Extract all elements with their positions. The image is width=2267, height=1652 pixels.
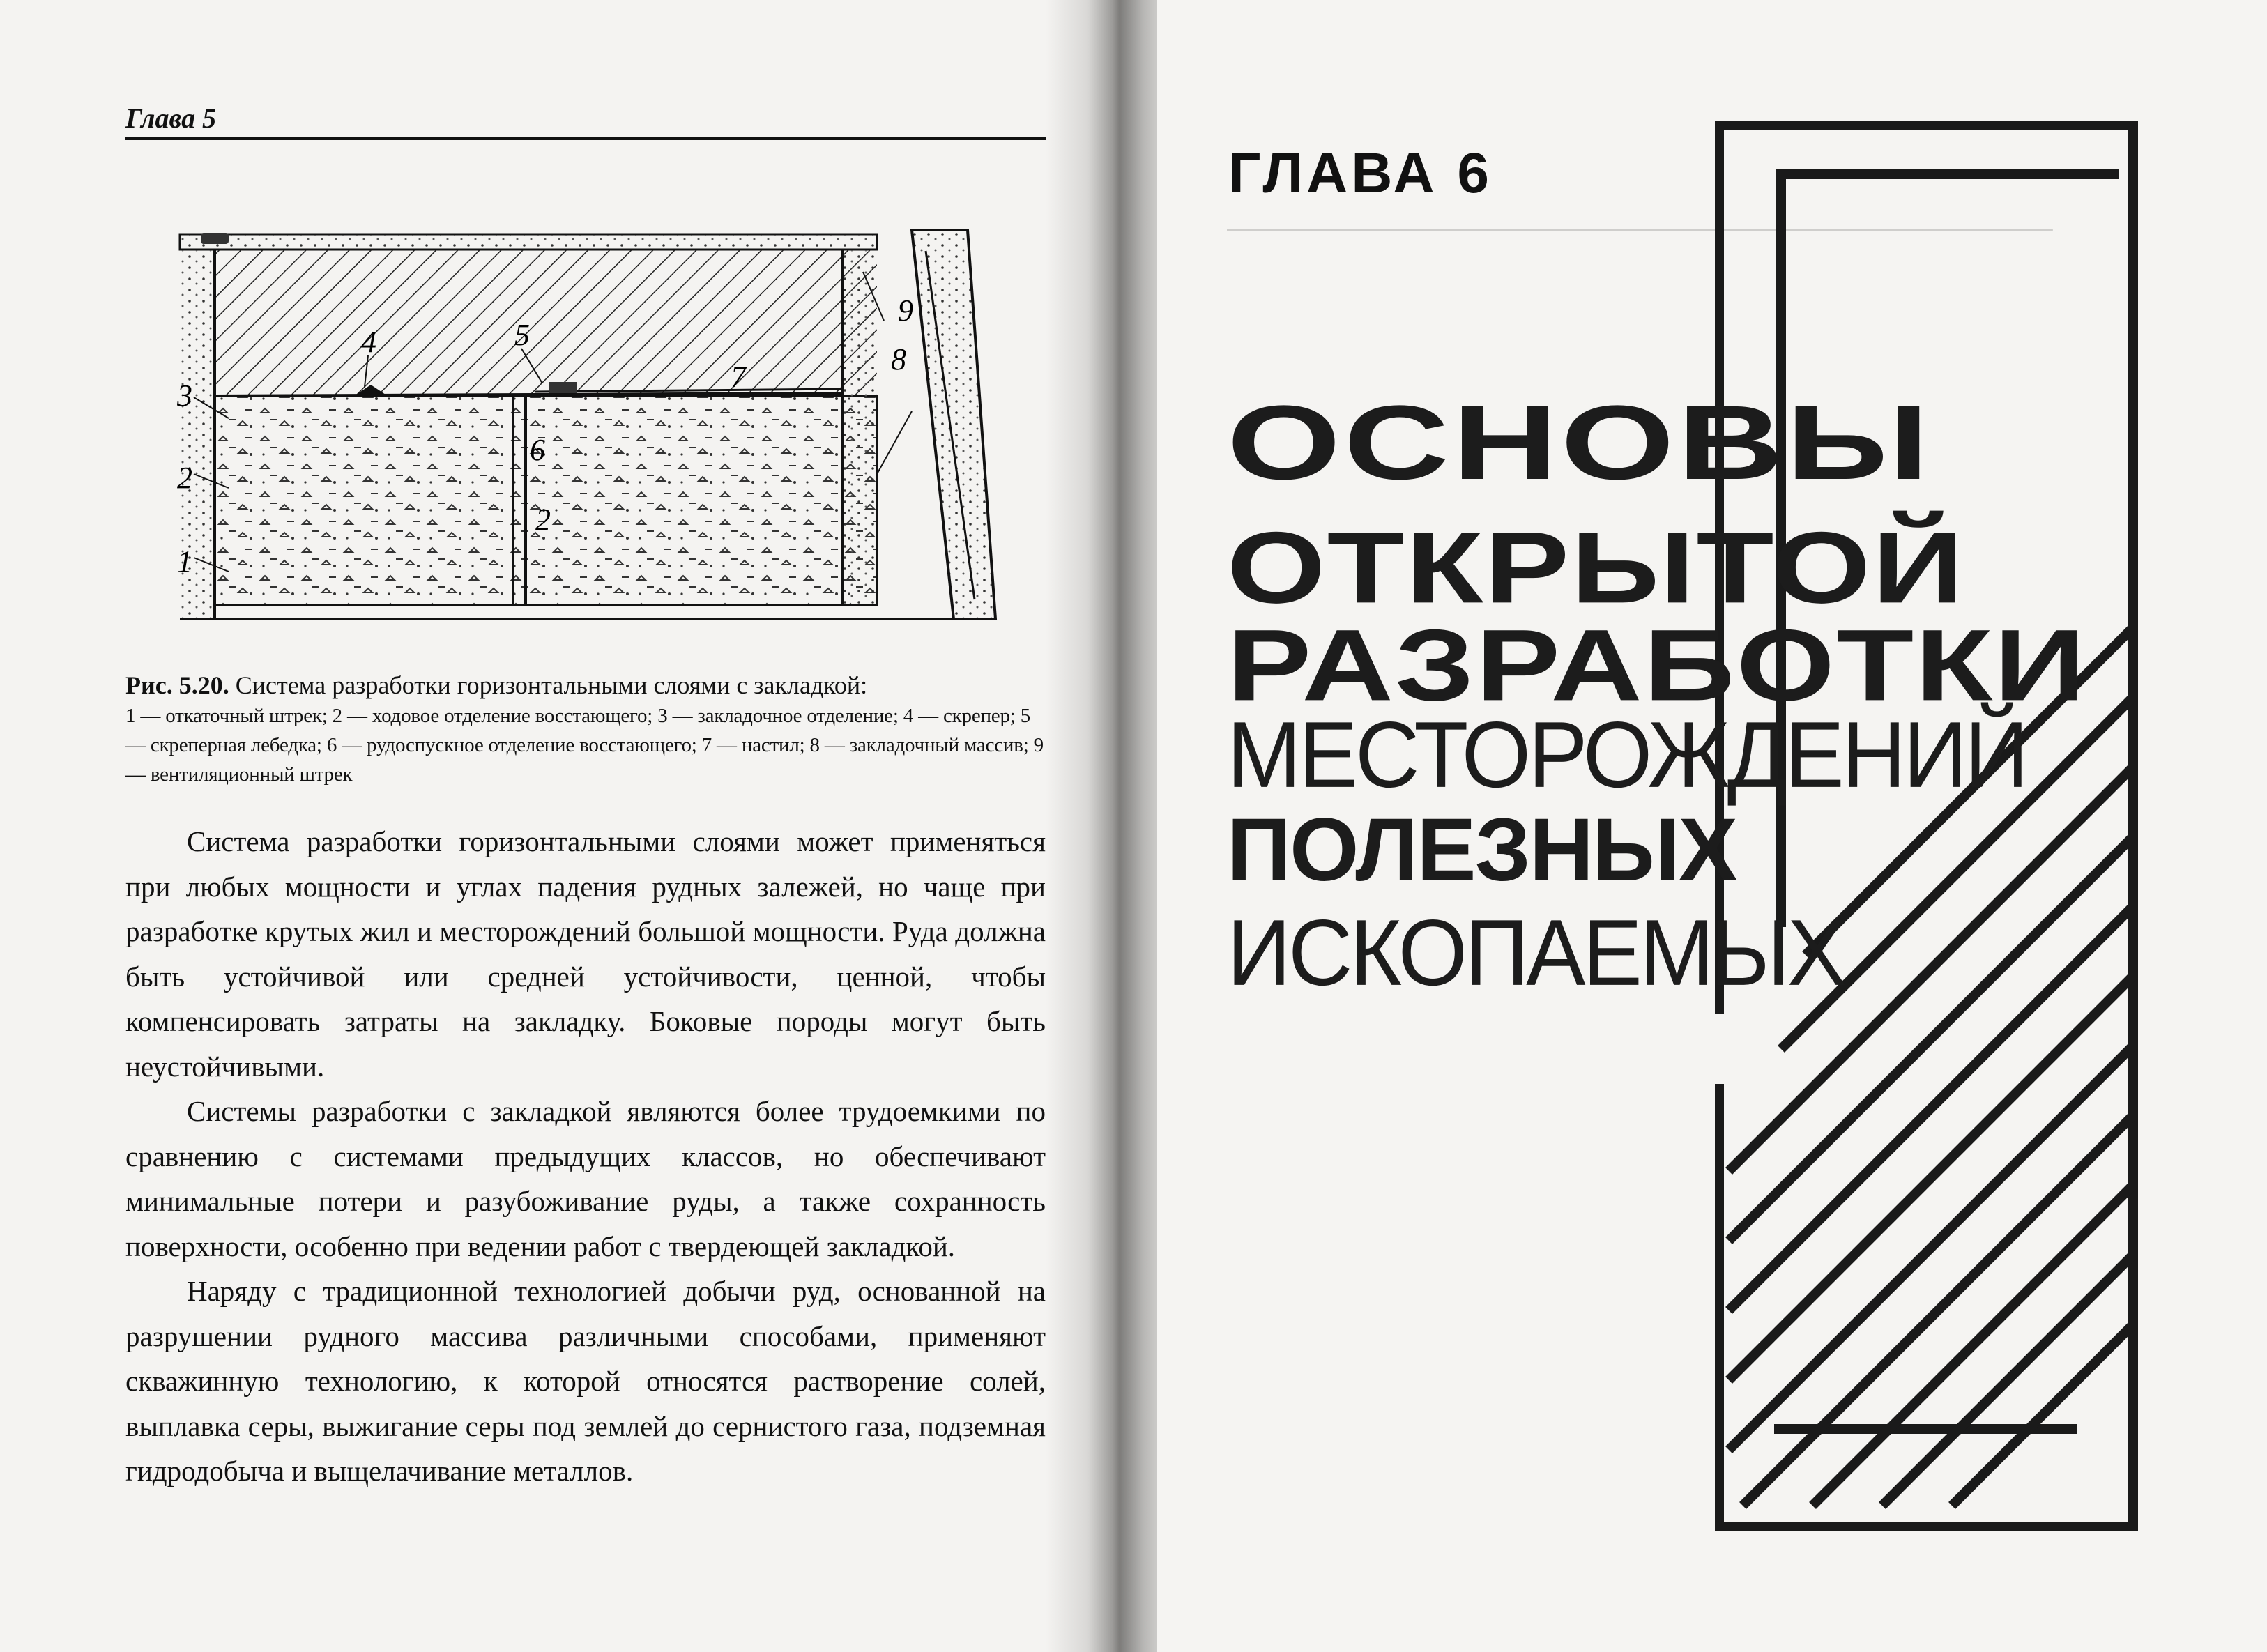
body-text [125, 819, 1046, 1494]
figure-label-1: 1 [177, 544, 192, 579]
caption-number: Рис. 5.20. [125, 671, 229, 699]
figure-label-9: 9 [898, 293, 913, 328]
figure-label-7: 7 [731, 360, 746, 394]
title-line-1: ОСНОВЫ [1227, 383, 1932, 502]
header-rule [125, 137, 1046, 140]
title-line-2: ОТКРЫТОЙ [1227, 510, 1965, 625]
running-head: Глава 5 [125, 102, 217, 134]
figure-caption [125, 671, 1046, 789]
mining-system-figure [173, 209, 1023, 683]
figure-label-2b: 2 [535, 503, 551, 537]
figure-label-8: 8 [891, 342, 906, 376]
figure-label-2: 2 [177, 461, 192, 495]
figure-label-6: 6 [530, 433, 545, 467]
figure-label-3: 3 [177, 378, 192, 413]
paragraph: Наряду с традиционной технологией добычи руд, основанной на разрушении рудного массива различными способами, применяют скважинную технологию, к которой относятся растворение солей, выплавка серы, выжигание серы под землей до сернистого газа, подземная гидродобыча и выщелачивание металлов. [125, 1275, 1046, 1487]
bleed-through-right: ────────────────────────────────────── [1227, 212, 2053, 246]
caption-legend: 1 — откаточный штрек; 2 — ходовое отделение восстающего; 3 — закладочное отделение; 4 — скрепер; 5 — скреперная лебедка; 6 — рудоспускное отделение восстающего; 7 — настил; 8 — закладочный массив; 9 — вентиляционный штрек [125, 705, 1044, 786]
title-line-6: ИСКОПАЕМЫХ [1227, 901, 1845, 1006]
paragraph: Система разработки горизонтальными слоями может применяться при любых мощности и углах падения рудных залежей, но чаще при разработке крутых жил и месторождений большой мощности. Руда должна быть устойчивой или средней устойчивости, ценной, чтобы компенсировать затраты на закладку. Боковые породы могут быть неустойчивыми. [125, 825, 1046, 1083]
figure-label-5: 5 [514, 318, 530, 352]
paragraph: Системы разработки с закладкой являются более трудоемкими по сравнению с системами предыдущих классов, но обеспечивают минимальные потери и разубоживание руды, а также сохранность поверхности, особенно при ведении работ с твердеющей закладкой. [125, 1095, 1046, 1262]
chapter-label: ГЛАВА 6 [1228, 142, 1493, 205]
title-line-4: МЕСТОРОЖДЕНИЙ [1227, 703, 2026, 808]
caption-title-text: Система разработки горизонтальными слоями с закладкой: [235, 671, 868, 699]
title-line-3: РАЗРАБОТКИ [1227, 608, 2087, 722]
decorative-frame [1715, 105, 2147, 1534]
left-page [0, 0, 1087, 1652]
title-line-5: ПОЛЕЗНЫХ [1227, 800, 1736, 900]
caption-title [125, 671, 1046, 700]
figure-label-4: 4 [361, 325, 376, 359]
